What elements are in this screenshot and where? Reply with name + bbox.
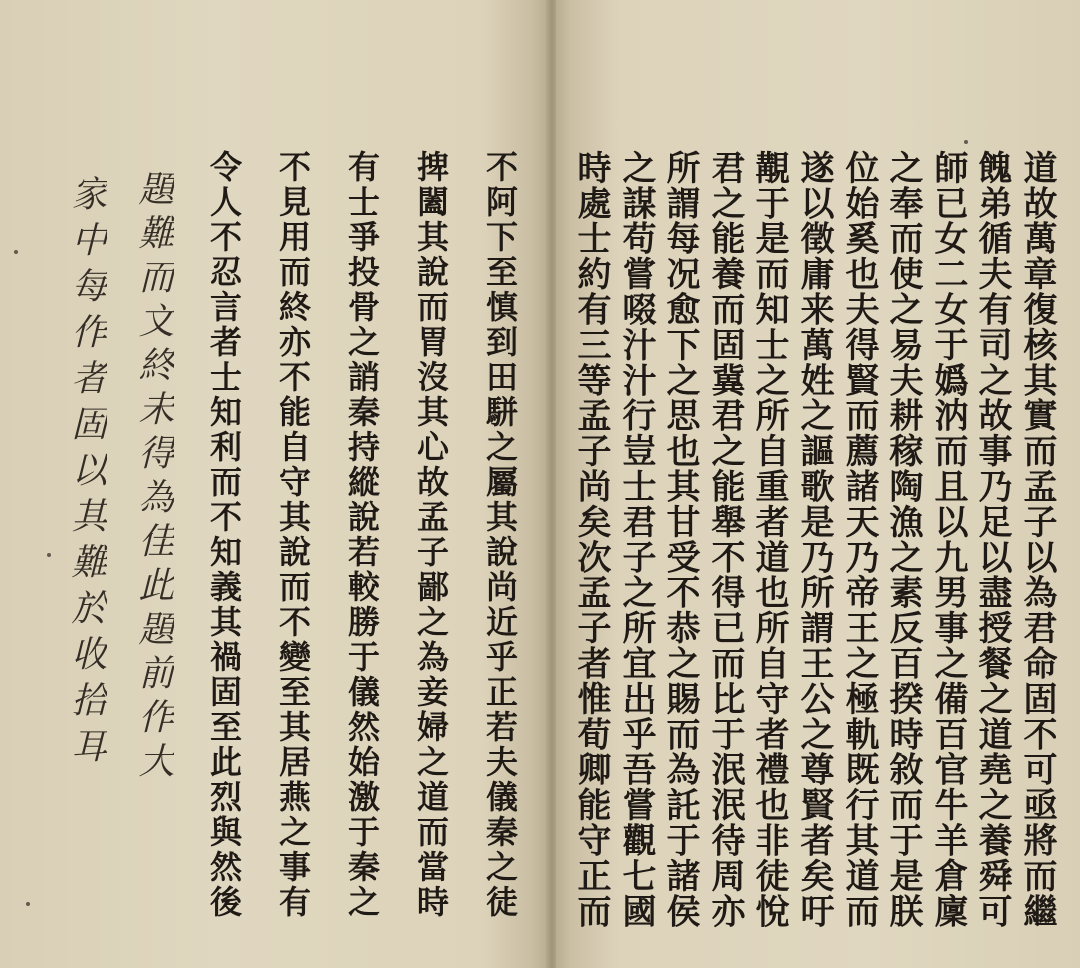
handwritten-note: 家中每作者固以其難於收拾耳 (66, 175, 107, 773)
text-column: 不見用而終亦不能自守其說而不變至其居燕之事有 (274, 150, 312, 920)
ink-spot (47, 553, 51, 557)
text-column: 覯于是而知士之所自重者道也所自守者禮也非徒悅 (749, 150, 789, 929)
text-column: 之謀苟嘗啜汁汁行豈士君子之所宜出乎吾嘗觀七國 (616, 150, 656, 929)
text-column: 不阿下至慎到田駢之屬其說尚近乎正若夫儀秦之徒 (481, 150, 519, 920)
ink-spot (26, 902, 30, 906)
text-column: 之奉而使之易夫耕稼陶漁之素反百揆時敘而于是朕 (883, 150, 923, 929)
ink-spot (14, 250, 18, 254)
handwritten-note: 題難而文終未得為佳此題前作大 (133, 170, 174, 786)
text-column: 有士爭投骨之誚秦持縱說若較勝于儀然始激于秦之 (343, 150, 381, 920)
text-column: 捭闔其說而胃沒其心故孟子鄙之為妾婦之道而當時 (412, 150, 450, 920)
text-column: 餽弟循夫有司之故事乃足以盡授餐之道堯之養舜可 (972, 150, 1012, 929)
text-column: 位始奚也夫得賢而薦諸天乃帝王之極軌既行其道而 (839, 150, 879, 929)
right-page (556, 0, 1080, 968)
text-column: 令人不忍言者士知利而不知義其禍固至此烈與然後 (205, 150, 243, 920)
text-column: 師已女二女于嬀汭而且以九男事之備百官牛羊倉廩 (928, 150, 968, 929)
text-column: 君之能養而固冀君之能舉不得已而比于泯泯待周亦 (705, 150, 745, 929)
text-column: 時處士約有三等孟子尚矣次孟子者惟荀卿能守正而 (571, 150, 611, 929)
text-column: 所謂每况愈下之思也其甘受不恭之賜而為託于諸侯 (660, 150, 700, 929)
ink-spot (964, 140, 968, 144)
text-column: 遂以徵庸来萬姓之謳歌是乃所謂王公之尊賢者矣吁 (794, 150, 834, 929)
text-column: 道故萬章復核其實而孟子以為君命固不可亟將而繼 (1017, 150, 1057, 929)
